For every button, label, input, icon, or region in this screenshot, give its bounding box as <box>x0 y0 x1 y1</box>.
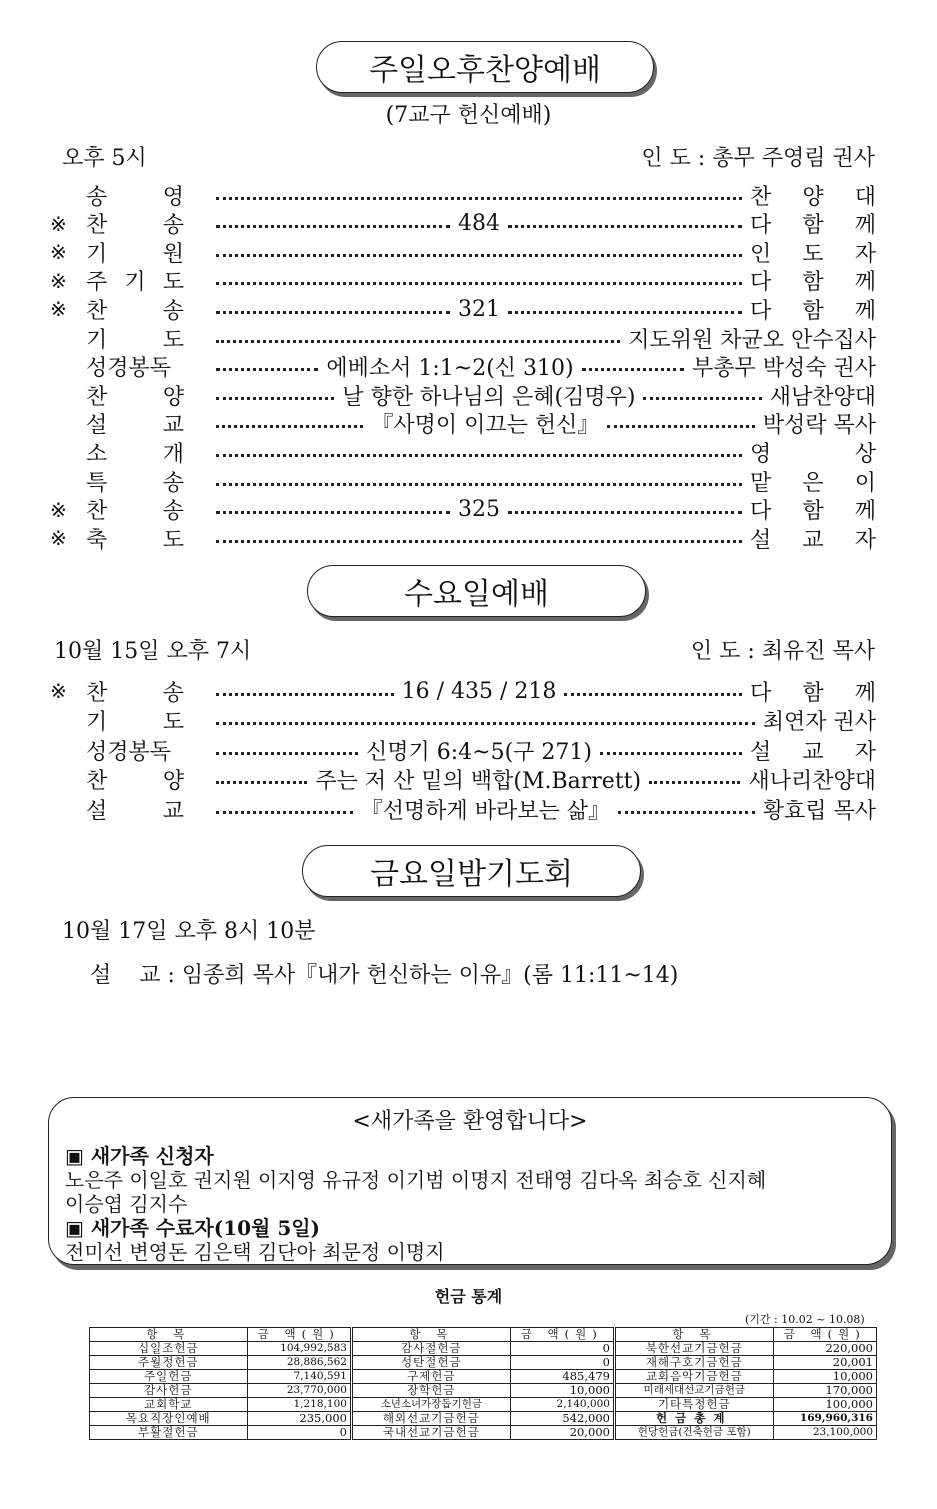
order-label-char: 찬 <box>86 384 108 410</box>
order-person: 새나리찬양대 <box>748 769 876 794</box>
order-label-char: 영 <box>162 184 184 210</box>
offering-row <box>90 1384 877 1398</box>
offering-item: 주월정헌금 <box>90 1356 248 1370</box>
dot-leader <box>216 254 742 257</box>
order-row <box>50 766 876 794</box>
offering-header-cell: 금 액(원) <box>247 1328 351 1342</box>
order-label <box>86 705 184 736</box>
newcomers-graduates-heading: ▣ 새가족 수료자(10월 5일) <box>65 1216 321 1240</box>
sunday-service-time: 오후 5시 <box>62 146 147 171</box>
dot-leader <box>582 368 684 371</box>
order-row <box>50 353 876 381</box>
order-fill <box>216 679 742 704</box>
order-label <box>86 676 184 707</box>
order-label-char: 원 <box>162 241 184 267</box>
order-label-char: 양 <box>162 769 184 794</box>
order-detail: 날 향한 하나님의 은혜(김명우) <box>342 384 636 410</box>
offering-row <box>90 1398 877 1412</box>
order-label-char: 송 <box>162 213 184 239</box>
offering-item: 해외선교기금헌금 <box>351 1412 510 1426</box>
order-label-char: 찬 <box>86 499 108 525</box>
order-person-part: 다 <box>750 499 772 525</box>
order-label-char: 찬 <box>86 213 108 239</box>
order-person-part: 께 <box>854 213 876 239</box>
order-label <box>86 437 184 468</box>
order-person-part: 교 <box>802 739 824 765</box>
offering-amount: 7,140,591 <box>247 1370 351 1384</box>
order-person-part: 찬 <box>750 184 772 210</box>
order-row <box>50 210 876 238</box>
order-person: 박성락 목사 <box>762 413 876 439</box>
order-fill <box>216 351 684 382</box>
order-fill <box>216 497 742 522</box>
newcomers-box <box>48 1097 892 1265</box>
order-person-part: 다 <box>750 298 772 324</box>
order-label-char: 송 <box>86 184 108 210</box>
offering-amount: 10,000 <box>773 1370 876 1384</box>
offering-item: 헌금총계 <box>614 1412 773 1426</box>
order-detail: 에베소서 1:1~2(신 310) <box>326 356 574 382</box>
offering-amount: 220,000 <box>773 1342 876 1356</box>
order-label-char: 송 <box>162 680 184 706</box>
order-fill <box>216 794 755 825</box>
order-person <box>750 208 876 239</box>
offering-amount: 0 <box>247 1426 351 1440</box>
required-mark: ※ <box>50 297 67 322</box>
order-person <box>750 523 876 554</box>
offering-table <box>89 1327 877 1440</box>
offering-item: 기타특정헌금 <box>614 1398 773 1412</box>
order-label <box>86 735 184 766</box>
order-label-char: 송 <box>162 470 184 496</box>
order-person <box>750 735 876 766</box>
order-label <box>86 380 184 411</box>
required-mark: ※ <box>50 268 67 293</box>
order-label-char: 기 <box>86 241 108 267</box>
offering-amount: 1,218,100 <box>247 1398 351 1412</box>
order-label-char: 설 <box>86 413 108 439</box>
offering-amount: 28,886,562 <box>247 1356 351 1370</box>
order-person-part: 인 <box>750 241 772 267</box>
dot-leader <box>508 311 742 314</box>
offering-item: 교회음악기금헌금 <box>614 1370 773 1384</box>
order-person-part: 이 <box>854 470 876 496</box>
sunday-service-subtitle: (7교구 헌신예배) <box>385 103 552 128</box>
offering-amount: 235,000 <box>247 1412 351 1426</box>
dot-leader <box>216 397 334 400</box>
sunday-service-leader: 인 도 : 총무 주영림 권사 <box>641 146 875 171</box>
order-label-char: 기 <box>86 710 108 735</box>
order-detail: 321 <box>458 296 500 322</box>
order-label <box>86 180 184 211</box>
order-label <box>86 494 184 525</box>
order-person: 새남찬양대 <box>769 384 876 410</box>
order-person-part: 께 <box>854 680 876 706</box>
dot-leader <box>216 311 450 314</box>
order-person-part: 도 <box>802 241 824 267</box>
offering-item: 부활절헌금 <box>90 1426 248 1440</box>
order-label <box>86 323 184 354</box>
order-fill <box>216 334 620 343</box>
order-row <box>50 467 876 495</box>
order-row <box>50 677 876 705</box>
order-label <box>86 764 184 795</box>
newcomers-title: <새가족을 환영합니다> <box>352 1109 588 1134</box>
offering-title: 헌금 통계 <box>434 1287 503 1306</box>
newcomers-applicants-heading: ▣ 새가족 신청자 <box>65 1144 214 1168</box>
offering-period: (기간 : 10.02 ~ 10.08) <box>745 1313 865 1326</box>
dot-leader <box>216 425 363 428</box>
offering-item: 미래세대선교기금헌금 <box>614 1384 773 1398</box>
offering-amount: 20,000 <box>510 1426 614 1440</box>
order-row <box>50 295 876 323</box>
order-label <box>86 351 184 382</box>
order-row <box>50 438 876 466</box>
newcomers-applicants-line1: 노은주 이일호 권지원 이지영 유규정 이기범 이명지 전태영 김다옥 최승호 신지혜 <box>65 1168 767 1192</box>
dot-leader <box>600 752 742 755</box>
order-label-char: 성경봉독 <box>86 739 172 765</box>
order-person: 황효립 목사 <box>762 798 876 824</box>
order-person <box>750 265 876 296</box>
order-person-part: 자 <box>854 739 876 765</box>
friday-service-time: 10월 17일 오후 8시 10분 <box>62 919 316 944</box>
dot-leader <box>508 511 742 514</box>
offering-amount: 0 <box>510 1342 614 1356</box>
offering-item: 주일헌금 <box>90 1370 248 1384</box>
offering-amount: 169,960,316 <box>773 1412 876 1426</box>
offering-item: 성탄절헌금 <box>351 1356 510 1370</box>
dot-leader <box>216 540 742 543</box>
order-label-char: 찬 <box>86 680 108 706</box>
offering-amount: 23,100,000 <box>773 1426 876 1440</box>
dot-leader <box>216 197 742 200</box>
order-row <box>50 238 876 266</box>
dot-leader <box>216 368 318 371</box>
newcomers-applicants-line2: 이승엽 김지수 <box>65 1192 188 1216</box>
order-person <box>750 237 876 268</box>
required-mark: ※ <box>50 526 67 551</box>
newcomers-graduates: 전미선 변영돈 김은택 김단아 최문정 이명지 <box>65 1240 445 1264</box>
offering-amount: 485,479 <box>510 1370 614 1384</box>
order-fill <box>216 248 742 257</box>
order-person-part: 자 <box>854 241 876 267</box>
order-person <box>750 466 876 497</box>
order-fill <box>216 191 742 200</box>
dot-leader <box>564 693 742 696</box>
dot-leader <box>508 225 742 228</box>
order-person <box>750 180 876 211</box>
offering-amount: 23,770,000 <box>247 1384 351 1398</box>
offering-header-row <box>90 1328 877 1342</box>
order-row <box>50 795 876 823</box>
order-person-part: 영 <box>750 441 772 467</box>
offering-header-cell: 항 목 <box>90 1328 248 1342</box>
offering-header-cell: 항 목 <box>351 1328 510 1342</box>
dot-leader <box>618 811 755 814</box>
order-label-char: 교 <box>162 413 184 439</box>
order-row <box>50 736 876 764</box>
dot-leader <box>216 811 353 814</box>
order-fill <box>216 448 742 457</box>
order-person-part: 께 <box>854 499 876 525</box>
offering-item: 감사헌금 <box>90 1384 248 1398</box>
required-mark: ※ <box>50 240 67 265</box>
order-row <box>50 524 876 552</box>
order-label-char: 송 <box>162 298 184 324</box>
offering-header-cell: 금 액(원) <box>510 1328 614 1342</box>
order-label-char: 소 <box>86 441 108 467</box>
order-person-part: 교 <box>802 527 824 553</box>
wednesday-service-title: 수요일예배 <box>307 565 646 617</box>
offering-item: 십일조헌금 <box>90 1342 248 1356</box>
order-label-char: 개 <box>162 441 184 467</box>
order-label-char: 도 <box>162 527 184 553</box>
order-person <box>750 494 876 525</box>
order-detail: 신명기 6:4~5(구 271) <box>366 739 592 765</box>
offering-item: 헌당헌금(건축헌금 포함) <box>614 1426 773 1440</box>
dot-leader <box>216 483 742 486</box>
offering-item: 구제헌금 <box>351 1370 510 1384</box>
wednesday-service-leader: 인 도 : 최유진 목사 <box>690 639 875 664</box>
order-label-char: 양 <box>162 384 184 410</box>
order-label-char: 주 <box>86 270 108 296</box>
order-person <box>750 676 876 707</box>
order-fill <box>216 276 742 285</box>
offering-row <box>90 1370 877 1384</box>
order-label <box>86 523 184 554</box>
order-person-part: 설 <box>750 527 772 553</box>
dot-leader <box>216 511 450 514</box>
offering-item: 북한선교기금헌금 <box>614 1342 773 1356</box>
order-label-char: 찬 <box>86 769 108 794</box>
order-fill <box>216 297 742 322</box>
offering-item: 교회학교 <box>90 1398 248 1412</box>
offering-amount: 0 <box>510 1356 614 1370</box>
order-fill <box>216 477 742 486</box>
order-label-char: 찬 <box>86 298 108 324</box>
order-person-part: 께 <box>854 298 876 324</box>
offering-amount: 170,000 <box>773 1384 876 1398</box>
offering-item: 목요직장인예배 <box>90 1412 248 1426</box>
order-person-part: 설 <box>750 739 772 765</box>
order-label <box>86 294 184 325</box>
order-person-part: 함 <box>802 270 824 296</box>
dot-leader <box>649 781 740 784</box>
order-person-part: 상 <box>854 441 876 467</box>
required-mark: ※ <box>50 497 67 522</box>
order-label-char: 교 <box>162 798 184 824</box>
order-person-part: 함 <box>802 499 824 525</box>
order-label-char: 도 <box>162 327 184 353</box>
order-person: 최연자 권사 <box>762 710 876 735</box>
order-row <box>50 267 876 295</box>
order-label-char: 특 <box>86 470 108 496</box>
order-label-char: 축 <box>86 527 108 553</box>
order-label <box>86 265 184 296</box>
dot-leader <box>216 340 620 343</box>
offering-amount: 20,001 <box>773 1356 876 1370</box>
dot-leader <box>216 225 450 228</box>
order-row <box>50 707 876 735</box>
order-person <box>750 437 876 468</box>
order-fill <box>216 408 755 439</box>
order-fill <box>216 716 755 725</box>
order-label-char: 도 <box>162 270 184 296</box>
order-person: 지도위원 차균오 안수집사 <box>628 327 876 353</box>
order-label <box>86 466 184 497</box>
dot-leader <box>607 425 754 428</box>
wednesday-service-time: 10월 15일 오후 7시 <box>54 639 252 664</box>
order-detail: 주는 저 산 밑의 백합(M.Barrett) <box>315 769 642 794</box>
order-detail: 『사명이 이끄는 헌신』 <box>371 413 600 439</box>
required-mark: ※ <box>50 211 67 236</box>
order-fill <box>216 735 742 766</box>
order-row <box>50 181 876 209</box>
order-label-char: 성경봉독 <box>86 356 172 382</box>
order-label-char: 기 <box>86 327 108 353</box>
order-person-part: 함 <box>802 298 824 324</box>
offering-row <box>90 1356 877 1370</box>
sunday-service-title: 주일오후찬양예배 <box>316 41 654 93</box>
dot-leader <box>216 282 742 285</box>
order-person-part: 자 <box>854 527 876 553</box>
offering-item: 국내선교기금헌금 <box>351 1426 510 1440</box>
offering-row <box>90 1342 877 1356</box>
dot-leader <box>216 693 394 696</box>
offering-amount: 2,140,000 <box>510 1398 614 1412</box>
order-person-part: 다 <box>750 270 772 296</box>
dot-leader <box>216 781 307 784</box>
order-person-part: 다 <box>750 213 772 239</box>
order-detail: 484 <box>458 211 500 237</box>
offering-item: 재해구호기금헌금 <box>614 1356 773 1370</box>
order-person-part: 대 <box>854 184 876 210</box>
order-row <box>50 381 876 409</box>
offering-amount: 542,000 <box>510 1412 614 1426</box>
order-person: 부총무 박성숙 권사 <box>691 356 876 382</box>
order-person-part: 께 <box>854 270 876 296</box>
order-label-char: 설 <box>86 798 108 824</box>
order-person <box>750 294 876 325</box>
friday-sermon: 설 교 : 임종희 목사『내가 헌신하는 이유』(롬 11:11~14) <box>90 963 679 988</box>
order-person-part: 양 <box>802 184 824 210</box>
order-label <box>86 237 184 268</box>
order-label <box>86 208 184 239</box>
offering-amount: 10,000 <box>510 1384 614 1398</box>
dot-leader <box>216 752 358 755</box>
order-fill <box>216 211 742 236</box>
order-person-part: 다 <box>750 680 772 706</box>
required-mark: ※ <box>50 679 67 703</box>
order-person-part: 맡 <box>750 470 772 496</box>
order-fill <box>216 534 742 543</box>
dot-leader <box>216 454 742 457</box>
order-label-char: 기 <box>124 270 146 296</box>
offering-row <box>90 1426 877 1440</box>
order-detail: 『선명하게 바라보는 삶』 <box>360 798 610 824</box>
offering-amount: 100,000 <box>773 1398 876 1412</box>
order-fill <box>216 380 762 411</box>
order-label <box>86 794 184 825</box>
offering-header-cell: 금 액(원) <box>773 1328 876 1342</box>
friday-service-title: 금요일밤기도회 <box>302 845 641 897</box>
order-row <box>50 496 876 524</box>
offering-item: 장학헌금 <box>351 1384 510 1398</box>
order-fill <box>216 764 740 795</box>
order-label-char: 송 <box>162 499 184 525</box>
offering-row <box>90 1412 877 1426</box>
offering-item: 소년소녀가장돕기헌금 <box>351 1398 510 1412</box>
order-label-char: 도 <box>162 710 184 735</box>
offering-header-cell: 항 목 <box>614 1328 773 1342</box>
order-person-part: 은 <box>802 470 824 496</box>
order-person-part: 함 <box>802 680 824 706</box>
dot-leader <box>216 722 755 725</box>
order-label <box>86 408 184 439</box>
dot-leader <box>643 397 761 400</box>
offering-amount: 104,992,583 <box>247 1342 351 1356</box>
order-person-part: 함 <box>802 213 824 239</box>
order-detail: 325 <box>458 497 500 523</box>
offering-item: 감사절헌금 <box>351 1342 510 1356</box>
order-row <box>50 324 876 352</box>
order-row <box>50 410 876 438</box>
order-detail: 16 / 435 / 218 <box>401 678 557 704</box>
